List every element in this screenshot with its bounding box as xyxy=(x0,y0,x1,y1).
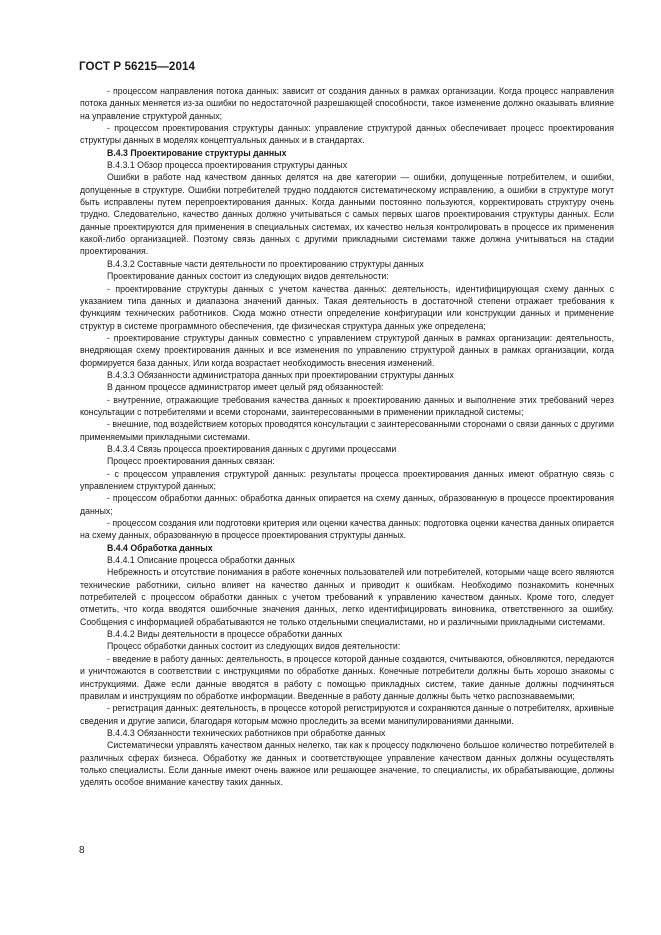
paragraph: В.4.4.1 Описание процесса обработки данных xyxy=(107,555,295,566)
section-heading: В.4.4 Обработка данных xyxy=(107,542,213,553)
section-heading: В.4.3 Проектирование структуры данных xyxy=(107,147,287,158)
paragraph: Процесс обработки данных состоит из следующих видов деятельности: xyxy=(107,641,401,652)
paragraph: - с процессом управления структурой данных: результаты процесса проектирования данных имеют обратную связь с управлением структурой данных; xyxy=(80,468,614,491)
paragraph: - проектирование структуры данных совместно с управлением структурой данных в рамках организации: деятельность, внедряющая схему проектирования данных и все изменения по управлению структурой данных в рамках организации, когда формируется база данных. Или когда возрастает необходимость внесения изменений. xyxy=(80,332,614,368)
page-number: 8 xyxy=(79,845,85,856)
paragraph: - внешние, под воздействием которых проводятся консультации с заинтересованными сторонами о связи данных с другими применяемыми прикладными системами. xyxy=(80,419,614,442)
paragraph: - введение в работу данных: деятельность, в процессе которой данные создаются, считываются, обновляются, передаются и уничтожаются в соответствии с инструкциями по обработке данных. Конечные потребители должны быть хорошо знакомы с инструкциями. Даже если данные вводятся в работу с помощью прикладных систем, такие данные должны подчиняться правилам и инструкциям по обработке информации. Введенные в работу данные должны быть четко распознаваемыми; xyxy=(80,653,614,701)
paragraph: В.4.4.2 Виды деятельности в процессе обработки данных xyxy=(107,629,343,640)
paragraph: В.4.3.1 Обзор процесса проектирования структуры данных xyxy=(107,160,348,171)
paragraph: - процессом обработки данных: обработка данных опирается на схему данных, образованную в процессе проектирования данных; xyxy=(80,493,614,516)
paragraph: - процессом создания или подготовки критерия или оценки качества данных: подготовка оценки качества данных опирается на схему данных, образованную в процессе проектирования структуры данных. xyxy=(80,518,614,541)
paragraph: - процессом проектирования структуры данных: управление структурой данных обеспечивает процесс проектирования структуры данных в моделях концептуальных данных и в стандартах. xyxy=(80,123,614,146)
body-text xyxy=(80,85,614,789)
paragraph: - проектирование структуры данных с учетом качества данных: деятельность, идентифицирующая схему данных с указанием типа данных и диапазона значений данных. Такая деятельность в достаточной степени отражает требования к функциям технических работников. Сюда можно отнести определение конфигурации или конструкции данных и применение структур в системе программного обеспечения, где физическая структура данных уже определена; xyxy=(80,283,614,331)
paragraph: В.4.3.4 Связь процесса проектирования данных с другими процессами xyxy=(107,443,397,454)
paragraph: В данном процессе администратор имеет целый ряд обязанностей: xyxy=(107,382,384,393)
paragraph: - внутренние, отражающие требования качества данных к проектированию данных и выполнение этих требований через консультации с потребителями и всеми сторонами, заинтересованными в применении прикладной системы; xyxy=(80,394,614,417)
paragraph: В.4.4.3 Обязанности технических работников при обработке данных xyxy=(107,727,386,738)
paragraph: Систематически управлять качеством данных нелегко, так как к процессу подключено большое количество потребителей в различных сферах бизнеса. Обработку же данных и соответствующее управление качеством данных должны осуществлять только специалисты. Если данные имеют очень важное или решающее значение, то специалисты, их обрабатывающие, должны уделять особое внимание качеству таких данных. xyxy=(80,740,614,788)
paragraph: В.4.3.2 Составные части деятельности по проектированию структуры данных xyxy=(107,258,424,269)
paragraph: - процессом направления потока данных: зависит от создания данных в рамках организации. Когда процесс направления потока данных меняется из-за ошибки по недостаточной разрешающей способности, такое изменение должно оказывать влияние на управление структурой данных; xyxy=(80,86,614,121)
paragraph: В.4.3.3 Обязанности администратора данных при проектировании структуры данных xyxy=(107,369,454,380)
paragraph: - регистрация данных: деятельность, в процессе которой регистрируются и сохраняются данные о потребителях, архивные сведения и другие записи, благодаря которым можно проследить за всеми манипулированиями данными. xyxy=(80,703,614,726)
paragraph: Проектирование данных состоит из следующих видов деятельности: xyxy=(107,271,389,282)
page-header: ГОСТ Р 56215—2014 xyxy=(79,60,196,73)
paragraph: Процесс проектирования данных связан: xyxy=(107,456,275,467)
paragraph: Небрежность и отсутствие понимания в работе конечных пользователей или потребителей, которыми чаще всего являются технические работники, сильно влияет на качество данных и приводит к ошибкам. Необходимо познакомить конечных потребителей с процессом обработки данных с учетом требований к управлению качеством данных. Кроме того, следует отметить, что когда вводятся ошибочные значения данных, легко идентифицировать виновника, ответственного за ошибку. Сообщения с информацией обрабатываются не только отдельными специалистами, но и различными прикладными системами. xyxy=(80,567,614,627)
paragraph: Ошибки в работе над качеством данных делятся на две категории — ошибки, допущенные потребителем, и ошибки, допущенные в структуре. Ошибки потребителей трудно поддаются систематическому исправлению, а ошибки в структуре могут быть исправлены путем перепроектирования данных. Когда данными постоянно пользуются, корректировать структуру очень трудно. Следовательно, качество данных должно учитываться с самых первых шагов проектирования структуры данных. Если данные проектируются для применения в специальных системах, их качество нельзя контролировать в процессе их применения какой-либо организацией. Поэтому связь данных с другими прикладными системами также должна учитываться на стадии проектирования. xyxy=(80,172,614,257)
